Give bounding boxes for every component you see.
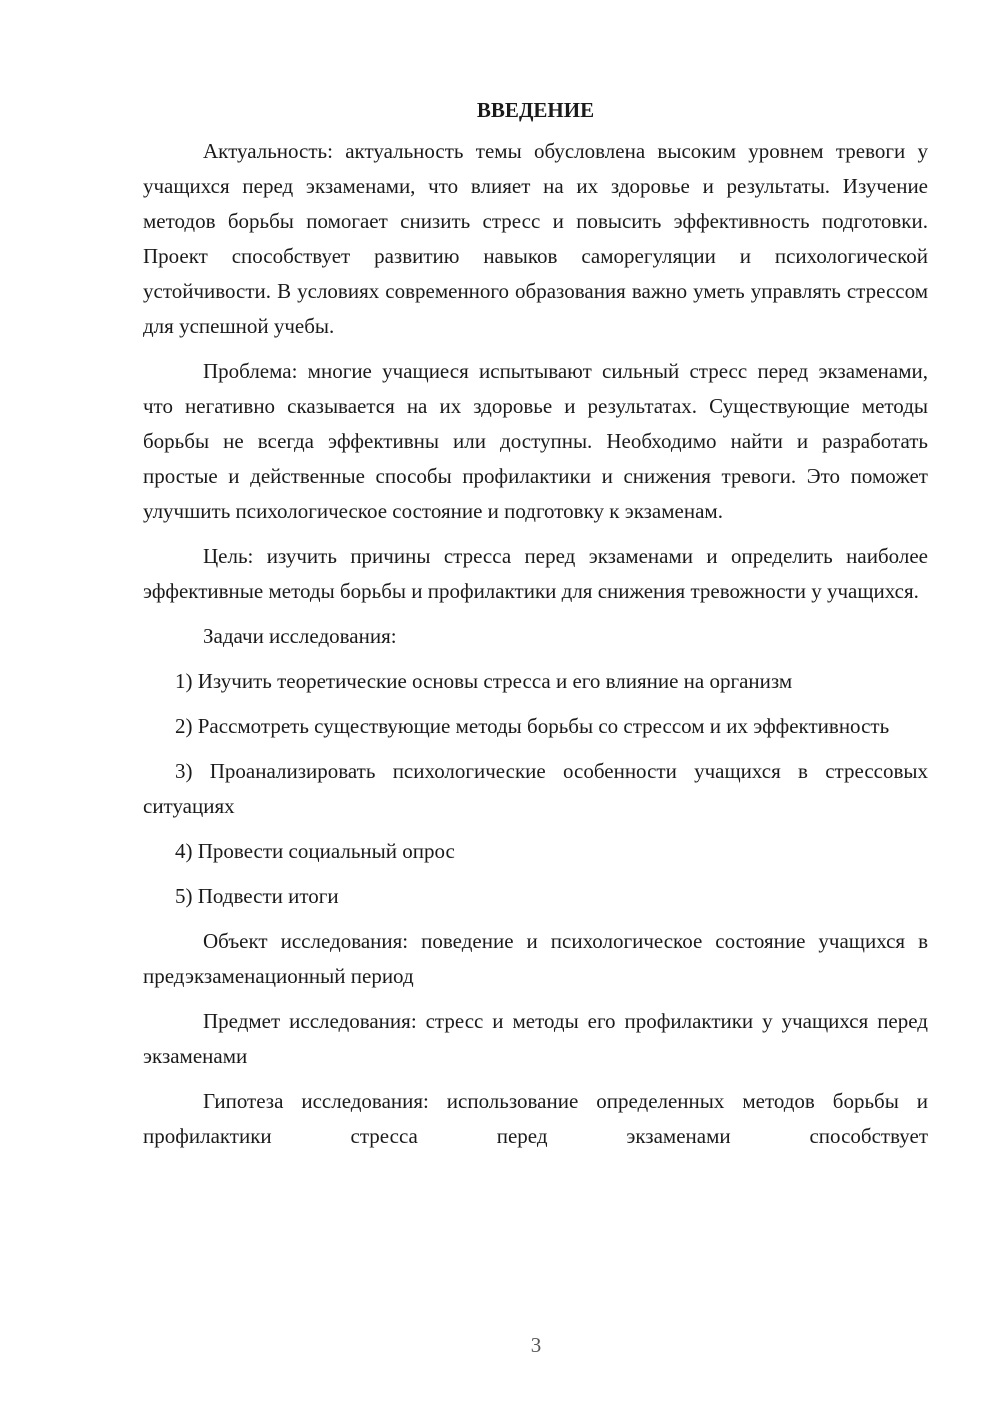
task-item: 5) Подвести итоги [175, 884, 339, 908]
goal-paragraph: Цель: изучить причины стресса перед экзаменами и определить наиболее эффективные методы борьбы и профилактики для снижения тревожности у учащихся. [143, 544, 928, 603]
section-heading: ВВЕДЕНИЕ [476, 98, 595, 122]
relevance-paragraph: Актуальность: актуальность темы обусловлена высоким уровнем тревоги у учащихся перед экзаменами, что влияет на их здоровье и результаты. Изучение методов борьбы помогает снизить стресс и повысить эффективность подготовки. Проект способствует развитию навыков саморегуляции и психологической устойчивости. В условиях современного образования важно уметь управлять стрессом для успешной учебы. [143, 139, 928, 338]
subject-paragraph: Предмет исследования: стресс и методы его профилактики у учащихся перед экзаменами [143, 1009, 928, 1068]
task-item: 1) Изучить теоретические основы стресса и его влияние на организм [175, 669, 793, 693]
page-number: 3 [530, 1333, 542, 1357]
hypothesis-paragraph: Гипотеза исследования: использование определенных методов борьбы и профилактики стресса перед экзаменами способствует [143, 1089, 928, 1148]
tasks-title: Задачи исследования: [203, 624, 397, 648]
problem-paragraph: Проблема: многие учащиеся испытывают сильный стресс перед экзаменами, что негативно сказывается на их здоровье и результатах. Существующие методы борьбы не всегда эффективны или доступны. Необходимо найти и разработать простые и действенные способы профилактики и снижения тревоги. Это поможет улучшить психологическое состояние и подготовку к экзаменам. [143, 359, 928, 523]
task-item: 4) Провести социальный опрос [175, 839, 455, 863]
task-item: 2) Рассмотреть существующие методы борьбы со стрессом и их эффективность [175, 714, 890, 738]
object-paragraph: Объект исследования: поведение и психологическое состояние учащихся в предэкзаменационный период [143, 929, 928, 988]
document-page [143, 96, 928, 1164]
task-item: 3) Проанализировать психологические особенности учащихся в стрессовых ситуациях [143, 759, 928, 818]
